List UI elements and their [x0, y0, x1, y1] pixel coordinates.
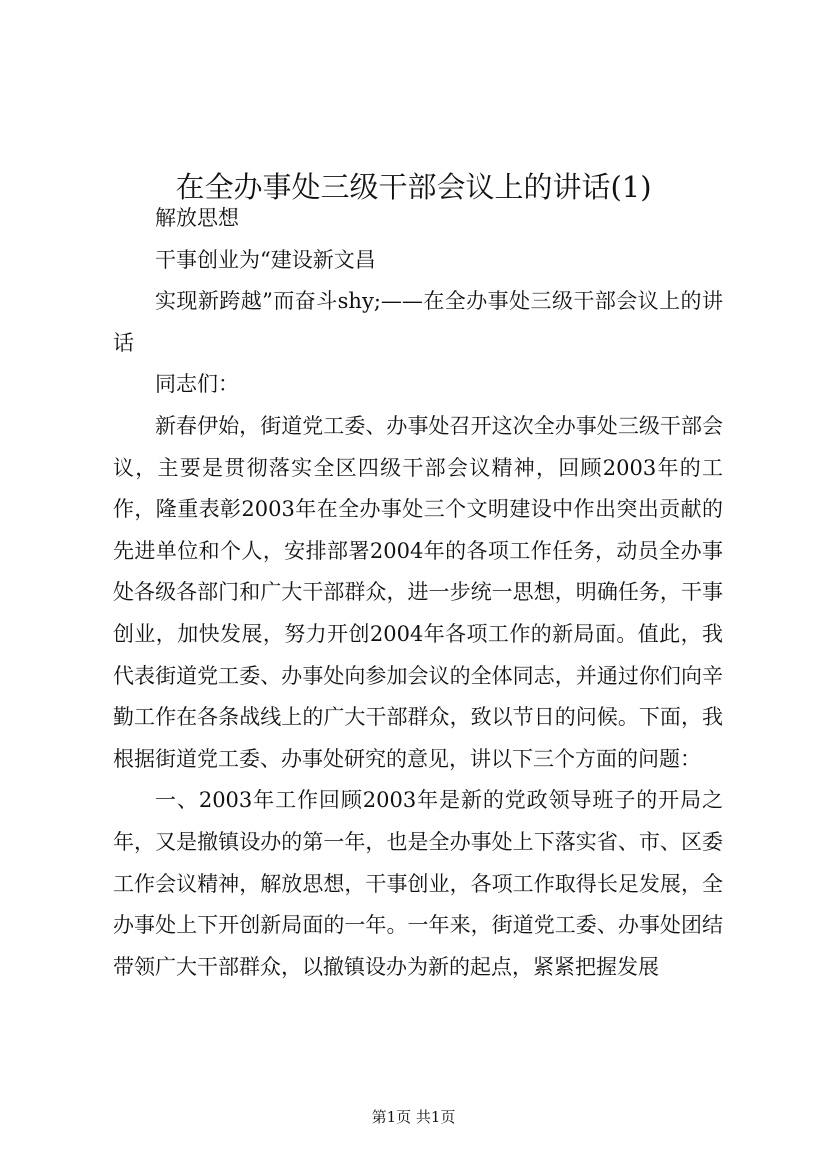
paragraph-heading-1: 解放思想 [155, 206, 239, 230]
paragraph-intro: 新春伊始，街道党工委、办事处召开这次全办事处三级干部会议，主要是贯彻落实全区四级干部会议精神，回顾2003年的工作，隆重表彰2003年在全办事处三个文明建设中作出突出贡献的先进单位和个人，安排部署2004年的各项工作任务，动员全办事处各级各部门和广大干部群众，进一步统一思想，明确任务，干事创业，加快发展，努力开创2004年各项工作的新局面。值此，我代表街道党工委、办事处向参加会议的全体同志，并通过你们向辛勤工作在各条战线上的广大干部群众，致以节日的问候。下面，我根据街道党工委、办事处研究的意见，讲以下三个方面的问题： [113, 413, 723, 771]
document-title: 在全办事处三级干部会议上的讲话(1) [175, 170, 652, 205]
page-footer: 第1页 共1页 [371, 1108, 456, 1126]
paragraph-heading-2: 干事创业为“建设新文昌 [155, 247, 376, 272]
document-body [113, 198, 723, 988]
paragraph-heading-3: 实现新跨越”而奋斗shy;——在全办事处三级干部会议上的讲话 [113, 289, 723, 355]
paragraph-salutation: 同志们： [155, 372, 239, 397]
paragraph-review: 一、2003年工作回顾2003年是新的党政领导班子的开局之年，又是撤镇设办的第一年，也是全办事处上下落实省、市、区委工作会议精神，解放思想，干事创业，各项工作取得长足发展，全办事处上下开创新局面的一年。一年来，街道党工委、办事处团结带领广大干部群众，以撤镇设办为新的起点，紧紧把握发展 [113, 788, 723, 979]
